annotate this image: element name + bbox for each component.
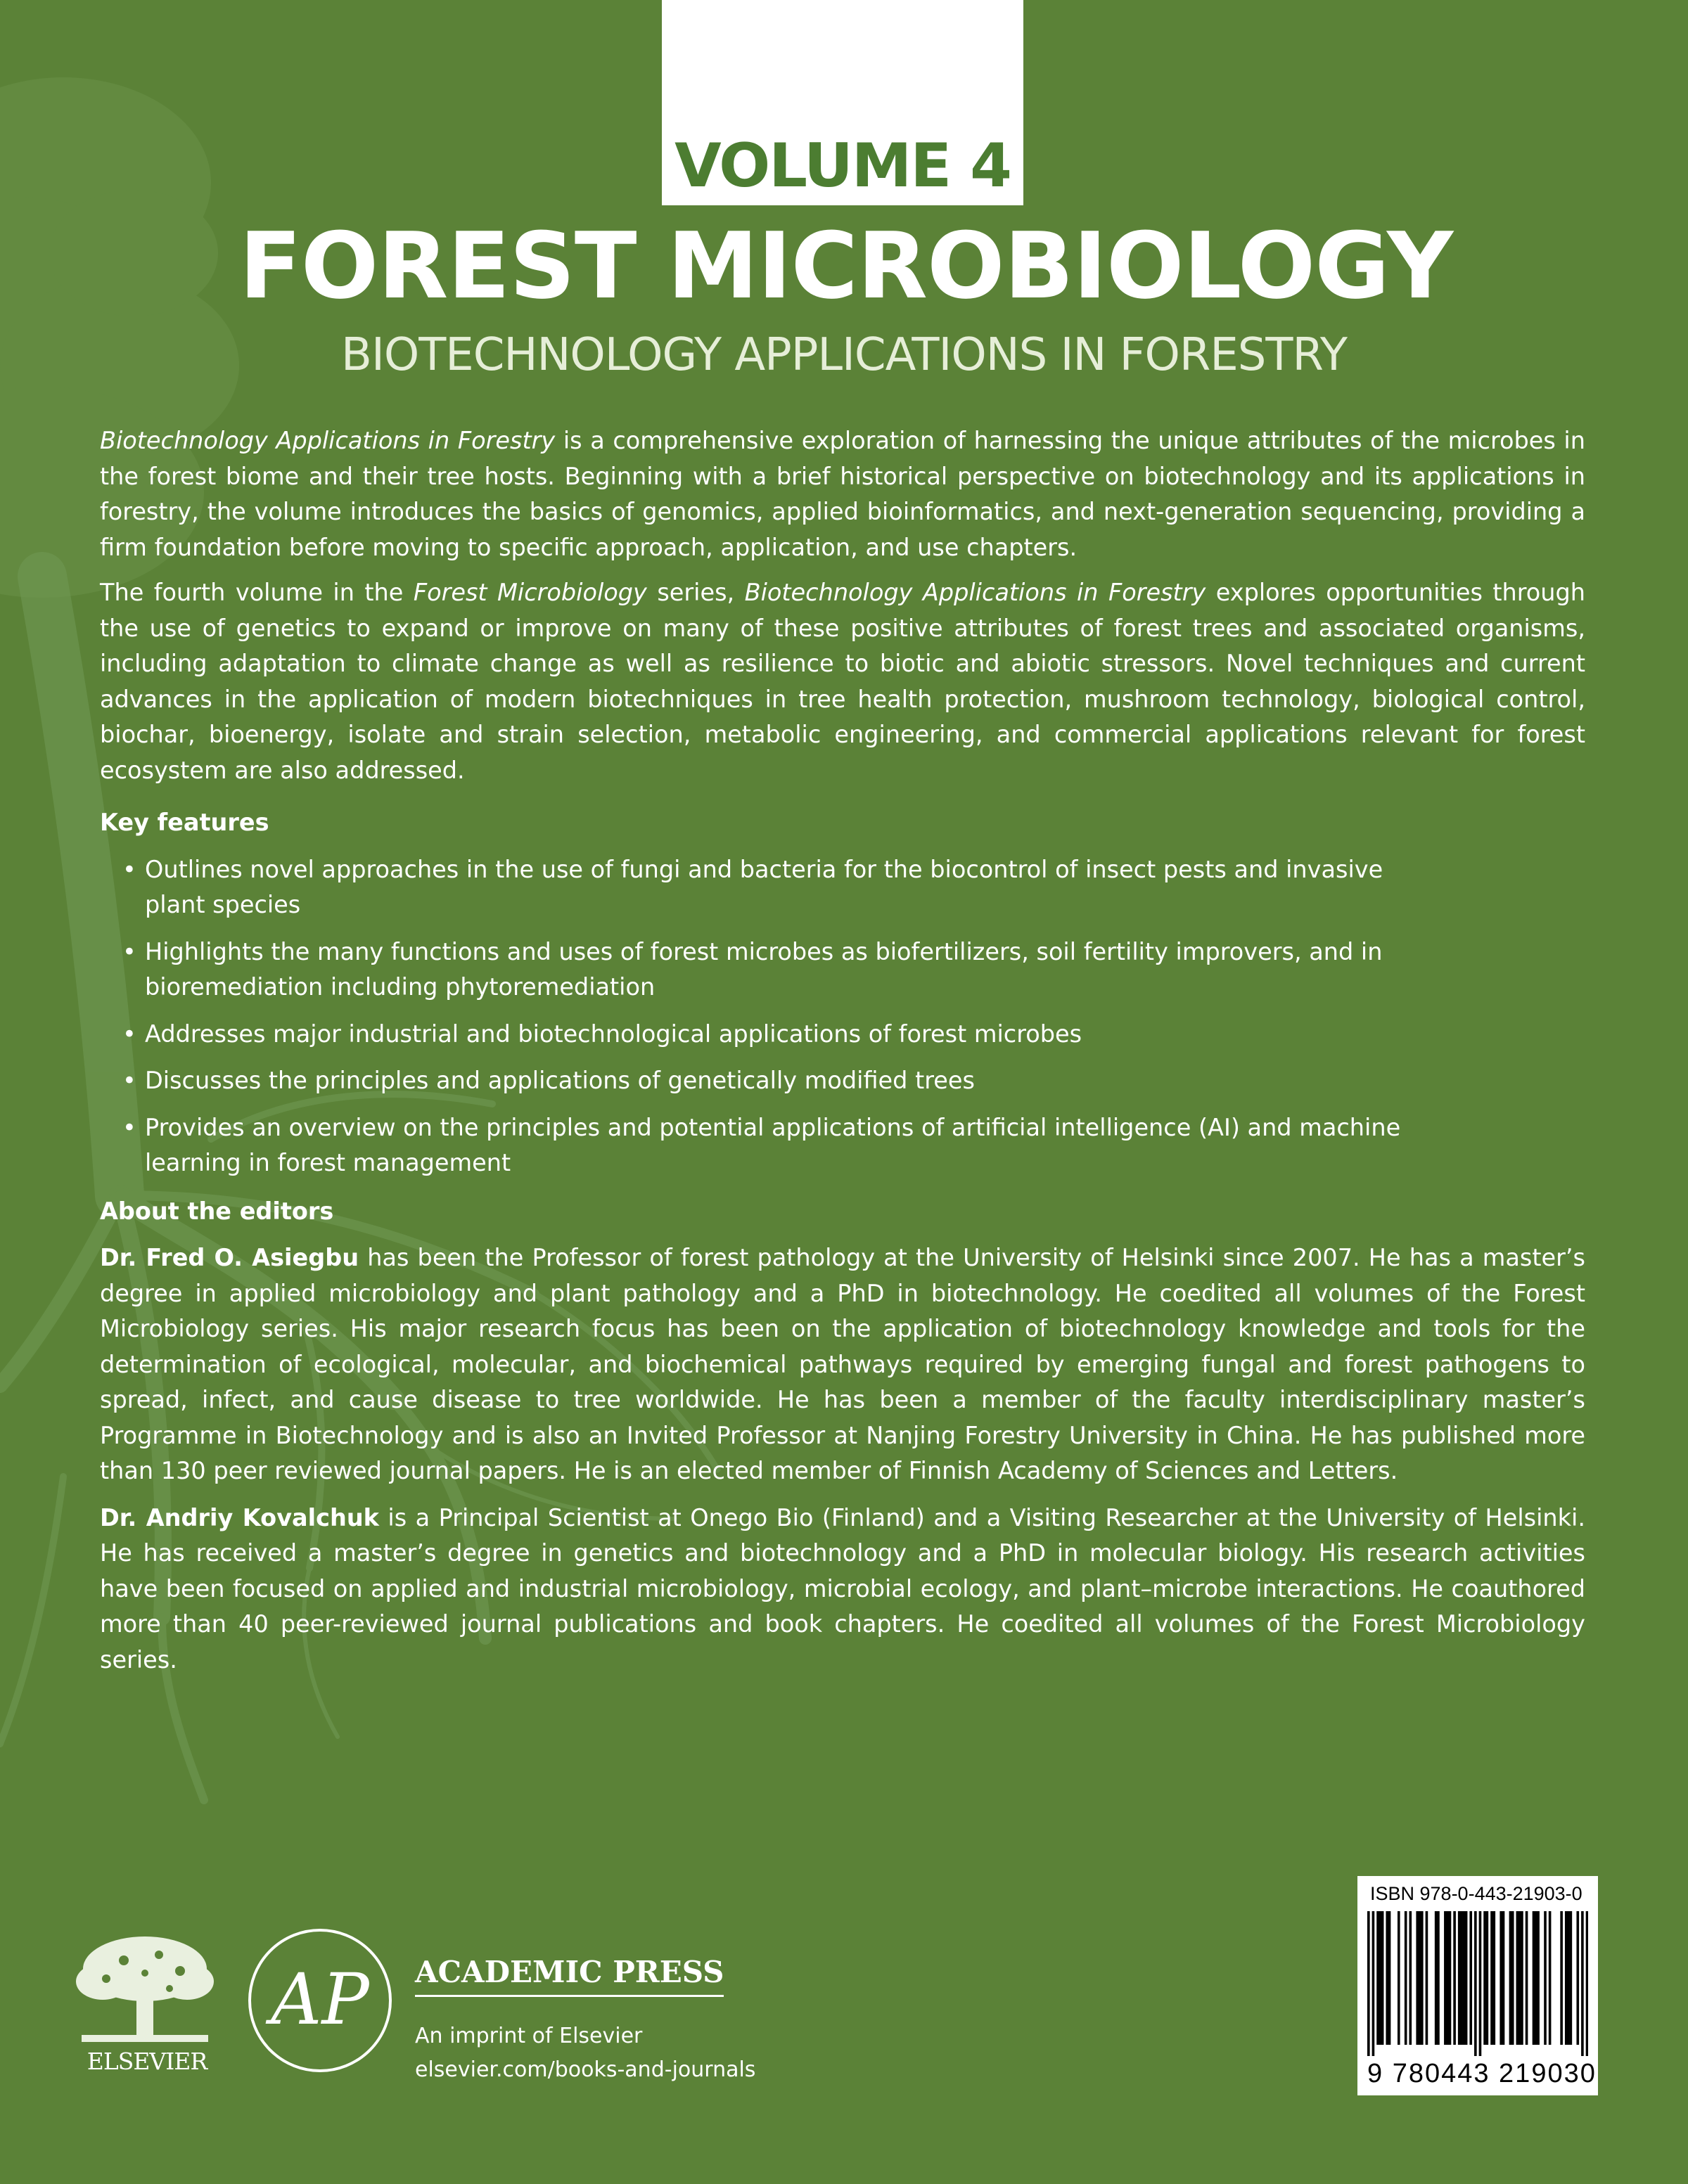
barcode-bar [1460, 1911, 1463, 2045]
intro-book-title: Biotechnology Applications in Forestry [100, 427, 556, 454]
barcode-bar [1511, 1911, 1514, 2045]
barcode-bar [1492, 1911, 1495, 2045]
imprint-line: An imprint of Elsevier [415, 2024, 643, 2048]
barcode-bar [1544, 1911, 1547, 2045]
volume-label: VOLUME 4 [674, 131, 1011, 201]
barcode-bar [1388, 1911, 1391, 2045]
barcode-bar [1509, 1911, 1512, 2045]
barcode-bar [1521, 1911, 1523, 2045]
key-feature-item: • Highlights the many functions and uses of forest microbes as biofertilizers, soil fertility improvers, and in bioremediation including phytoremediation [100, 934, 1439, 1006]
intro-text: is a comprehensive exploration of harnessing the unique attributes of the microbes in the forest biome and their tree hosts. Beginning with a brief historical perspective on biotechnology and its applications in forestry, the volume introduces the basics of genomics, applied bioinformatics, and next-generation sequencing, providing a firm foundation before moving to specific approach, application, and use chapters. [100, 427, 1585, 561]
barcode-bar [1419, 1911, 1421, 2045]
intro-text: The fourth volume in the [100, 579, 414, 606]
barcode-bar [1570, 1911, 1573, 2045]
publisher-url: elsevier.com/books-and-journals [415, 2057, 756, 2082]
editor-bio-text: has been the Professor of forest pathology at the University of Helsinki since 2007. He has a master’s degree in applied microbiology and plant pathology and a PhD in biotechnology. He coedited all volumes of the Forest Microbiology series. His major research focus has been on the application of biotechnology knowledge and tools for the determination of ecological, molecular, and biochemical pathways required by emerging fungal and forest pathogens to spread, infect, and cause disease to tree worldwide. He has been a member of the faculty interdisciplinary master’s Programme in Biotechnology and is also an Invited Professor at Nanjing Forestry University in China. He has published more than 130 peer reviewed journal papers. He is an elected member of Finnish Academy of Sciences and Letters. [100, 1244, 1586, 1484]
barcode-bar [1500, 1911, 1502, 2045]
isbn-number: ISBN 978-0-443-21903-0 [1370, 1883, 1582, 1904]
editor-bio-text: is a Principal Scientist at Onego Bio (Finland) and a Visiting Researcher at the University of Helsinki. He has received a master’s degree in genetics and biotechnology and a PhD in molecular biology. His research activities have been focused on applied and industrial microbiology, microbial ecology, and plant–microbe interactions. He coauthored more than 40 peer-reviewed journal publications and book chapters. He coedited all volumes of the Forest Microbiology series. [100, 1503, 1585, 1674]
barcode-bar [1535, 1911, 1537, 2045]
barcode-bar [1581, 1911, 1584, 2056]
key-feature-item: • Addresses major industrial and biotechnological applications of forest microbes [100, 1017, 1439, 1053]
barcode-bar [1453, 1911, 1456, 2045]
barcode-bar [1367, 1911, 1370, 2056]
barcode-bar [1576, 1911, 1579, 2045]
key-features-heading: Key features [100, 809, 269, 836]
barcode-bar [1469, 1911, 1472, 2045]
barcode-bar [1533, 1911, 1535, 2045]
editor-bio-2 [100, 1501, 1585, 1678]
barcode-bar [1386, 1911, 1388, 2045]
barcode-bar [1372, 1911, 1375, 2056]
key-features-list [100, 852, 1585, 1181]
editor-bio-1 [100, 1240, 1585, 1489]
barcode-digits: 9 780443 219030 [1367, 2059, 1597, 2088]
publisher-logos [70, 1927, 844, 2095]
barcode-bar [1426, 1911, 1428, 2045]
barcode-bar [1502, 1911, 1505, 2045]
barcode-bar [1437, 1911, 1440, 2045]
barcode-bar [1474, 1911, 1477, 2056]
academic-press-logo [246, 1927, 394, 2074]
barcode-bar [1567, 1911, 1570, 2045]
ap-monogram: AP [271, 1958, 369, 2041]
barcode-bar [1376, 1911, 1379, 2045]
book-title: FOREST MICROBIOLOGY [239, 212, 1453, 319]
barcode-bar [1381, 1911, 1384, 2045]
barcode-bar [1421, 1911, 1424, 2045]
barcode-bar [1463, 1911, 1466, 2045]
intro-text: series, [646, 579, 745, 606]
editor-name: Dr. Fred O. Asiegbu [100, 1244, 359, 1271]
barcode-bar [1405, 1911, 1407, 2045]
barcode-bar [1479, 1911, 1482, 2056]
intro-paragraph-1 [100, 423, 1585, 565]
cover-text [100, 423, 1585, 1689]
barcode-bar [1565, 1911, 1568, 2045]
barcode-bar [1444, 1911, 1447, 2045]
intro-book-title: Biotechnology Applications in Forestry [744, 579, 1206, 606]
barcode-bar [1483, 1911, 1486, 2045]
key-feature-item: • Provides an overview on the principles and potential applications of artificial intelligence (AI) and machine learning in forest management [100, 1110, 1439, 1181]
elsevier-wordmark: ELSEVIER [87, 2048, 207, 2075]
barcode-bar [1537, 1911, 1540, 2045]
barcode-bar [1486, 1911, 1489, 2045]
barcode-bar [1490, 1911, 1493, 2045]
barcode-bar [1416, 1911, 1419, 2045]
series-name: Forest Microbiology [413, 579, 647, 606]
editor-name: Dr. Andriy Kovalchuk [100, 1503, 379, 1531]
barcode-bar [1549, 1911, 1552, 2045]
barcode-bar [1458, 1911, 1461, 2045]
barcode-bar [1518, 1911, 1521, 2045]
barcode-bars [1367, 1911, 1588, 2056]
elsevier-tree-logo [75, 1932, 215, 2045]
barcode-bar [1586, 1911, 1588, 2056]
academic-press-brand: ACADEMIC PRESS [415, 1955, 724, 1997]
intro-text: explores opportunities through the use of genetics to expand or improve on many of these positive attributes of forest trees and associated organisms, including adaptation to climate change as well as resilience to biotic and abiotic stressors. Novel techniques and current advances in the application of modern biotechniques in tree health protection, mushroom technology, biological control, biochar, bioenergy, isolate and strain selection, metabolic engineering, and commercial applications relevant for forest ecosystem are also addressed. [100, 579, 1585, 784]
editors-heading: About the editors [100, 1197, 334, 1225]
barcode-bar [1379, 1911, 1382, 2045]
barcode-bar [1465, 1911, 1468, 2045]
barcode-bar [1516, 1911, 1519, 2045]
barcode-bar [1446, 1911, 1449, 2045]
barcode-bar [1560, 1911, 1563, 2045]
barcode-bar [1449, 1911, 1452, 2045]
barcode-bar [1398, 1911, 1400, 2045]
book-subtitle: BIOTECHNOLOGY APPLICATIONS IN FORESTRY [341, 329, 1347, 381]
key-feature-item: • Outlines novel approaches in the use of fungi and bacteria for the biocontrol of insect pests and invasive plant species [100, 852, 1439, 923]
barcode-bar [1526, 1911, 1528, 2045]
intro-paragraph-2 [100, 575, 1585, 788]
key-feature-item: • Discusses the principles and applications of genetically modified trees [100, 1063, 1439, 1099]
barcode-bar [1435, 1911, 1438, 2045]
barcode-bar [1409, 1911, 1412, 2045]
isbn-barcode [1357, 1876, 1598, 2095]
